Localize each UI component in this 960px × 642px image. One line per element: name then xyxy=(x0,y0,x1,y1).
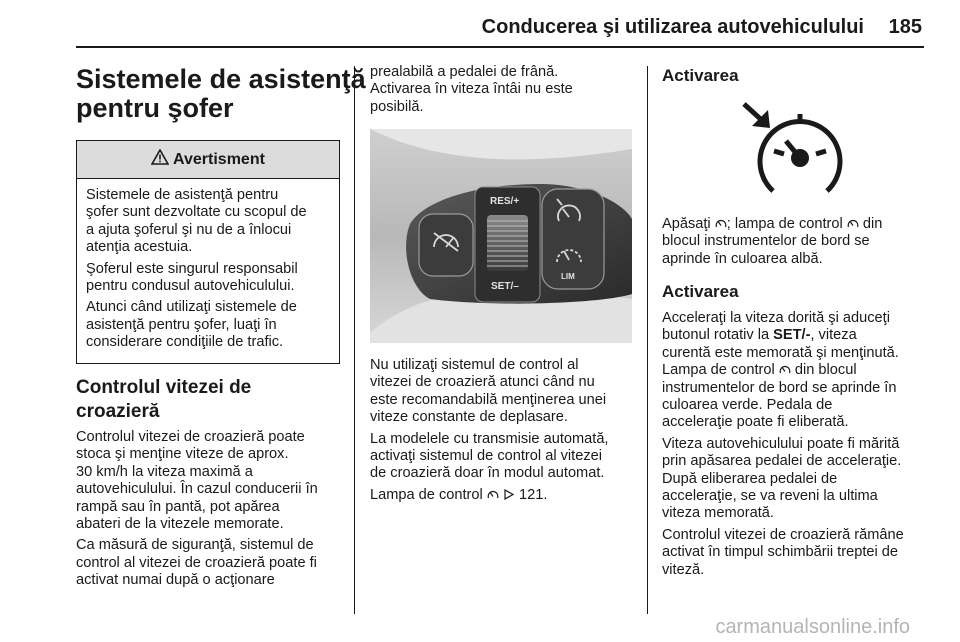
paragraph: Apăsaţi ; lampa de control din blocul instrumentelor de bord se aprinde în culoarea albă. xyxy=(662,216,883,267)
warning-heading: Avertisment xyxy=(77,141,339,179)
cruise-control-lamp-icon xyxy=(847,218,859,229)
page-number: 185 xyxy=(888,16,922,38)
cruise-control-icon xyxy=(744,104,840,191)
paragraph: La modelele cu transmisie automată, activaţi sistemul de control al vitezei de croazieră doar în modul automat. xyxy=(370,430,609,482)
warning-triangle-icon xyxy=(151,149,169,170)
paragraph: Controlul vitezei de croazieră poate stoca şi menţine viteze de aprox. 30 km/h la viteza maximă a autovehiculului. În cazul conducerii în rampă sau în pantă, pot apărea abateri de la vitezele memorate. xyxy=(76,429,318,533)
set-button-label: SET/- xyxy=(773,327,811,344)
warning-paragraph: Sistemele de asistenţă pentru şofer sunt dezvoltate cu scopul de a ajuta şoferul şi nu de a înlocui atenţia acestuia. xyxy=(86,187,307,256)
activation-heading-2: Activarea xyxy=(662,282,739,301)
warning-paragraph: Atunci când utilizaţi sistemele de asistenţă pentru şofer, luaţi în considerare condiţiile de trafic. xyxy=(86,299,297,351)
paragraph: Ca măsură de siguranţă, sistemul de control al vitezei de croazieră poate fi activat numai după o acţionare xyxy=(76,537,317,589)
paragraph: Lampa de control 121. xyxy=(370,486,548,503)
section-title: Sistemele de asistenţă pentru şofer xyxy=(76,64,366,123)
column-3-text-2 xyxy=(662,310,926,583)
cruise-control-title: Controlul vitezei de croazieră xyxy=(76,377,252,422)
column-3-text xyxy=(662,216,926,272)
cruise-control-lamp-icon xyxy=(715,218,727,229)
warning-box xyxy=(76,140,340,364)
lim-label: LIM xyxy=(561,272,575,281)
column-2-text-bottom xyxy=(370,357,632,508)
column-divider xyxy=(647,66,648,614)
cruise-control-lamp-icon xyxy=(779,364,791,375)
page-reference[interactable]: 121. xyxy=(518,486,548,503)
paragraph: prealabilă a pedalei de frână. Activarea în viteza întâi nu este posibilă. xyxy=(370,64,573,115)
res-label: RES/+ xyxy=(490,196,520,207)
warning-paragraph: Şoferul este singurul responsabil pentru condusul autovehiculului. xyxy=(86,260,298,295)
column-2-text-top xyxy=(370,64,632,120)
paragraph: Nu utilizaţi sistemul de control al vitezei de croazieră atunci când nu este recomandabilă menţinerea unei viteze constante de deplasare. xyxy=(370,357,607,426)
column-divider xyxy=(354,66,355,614)
page-reference-arrow-icon xyxy=(503,489,515,500)
header-rule xyxy=(76,46,924,48)
running-header-title: Conducerea şi utilizarea autovehiculului xyxy=(481,16,864,38)
steering-wheel-photo xyxy=(370,129,632,343)
paragraph: Controlul vitezei de croazieră rămâne activat în timpul schimbării treptei de viteză. xyxy=(662,526,904,578)
paragraph: Viteza autovehiculului poate fi mărită prin apăsarea pedalei de acceleraţie. După eliberarea pedalei de acceleraţie, se va reveni la ultima viteza memorată. xyxy=(662,435,902,522)
cruise-text xyxy=(76,429,340,594)
paragraph: Acceleraţi la viteza dorită şi aduceţi butonul rotativ la SET/-, viteza curentă este memorată şi menţinută. Lampa de control din blocul instrumentelor de bord se aprinde în culoarea verde. Pedala de acceleraţie poate fi eliberată. xyxy=(662,310,899,431)
cruise-control-gauge-figure xyxy=(722,96,872,200)
activation-heading: Activarea xyxy=(662,66,739,85)
cruise-control-lamp-icon xyxy=(487,489,499,500)
set-label: SET/– xyxy=(491,281,519,292)
watermark: carmanualsonline.info xyxy=(715,616,910,638)
